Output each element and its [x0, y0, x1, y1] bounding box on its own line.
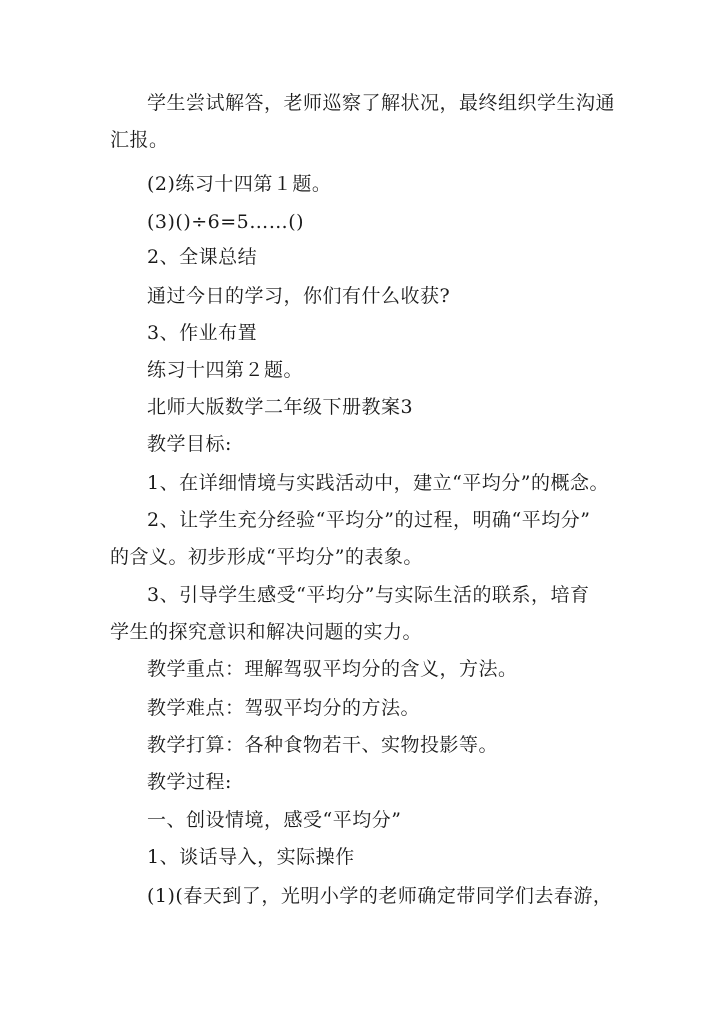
paragraph-line: 1、谈话导入，实际操作 [147, 846, 355, 868]
section-heading: 一、创设情境，感受“平均分” [147, 809, 402, 831]
paragraph-line: 1、在详细情境与实践活动中，建立“平均分”的概念。 [147, 472, 610, 494]
section-heading: 教学目标: [147, 433, 232, 455]
paragraph-line: 汇报。 [110, 129, 169, 151]
paragraph-line: 通过今日的学习，你们有什么收获? [147, 285, 451, 307]
paragraph-line: 学生的探究意识和解决问题的实力。 [110, 621, 423, 643]
paragraph-line: (2)练习十四第１题。 [147, 173, 332, 195]
section-heading: 2、全课总结 [147, 246, 258, 268]
paragraph-line: 练习十四第２题。 [147, 359, 304, 381]
paragraph-line: (1)(春天到了，光明小学的老师确定带同学们去春游， [147, 885, 613, 907]
paragraph-line: 教学打算：各种食物若干、实物投影等。 [147, 734, 499, 756]
paragraph-line: 的含义。初步形成“平均分”的表象。 [110, 546, 423, 568]
section-heading: 3、作业布置 [147, 322, 258, 344]
paragraph-line: 3、引导学生感受“平均分”与实际生活的联系，培育 [147, 584, 590, 606]
paragraph-line: 2、让学生充分经验“平均分”的过程，明确“平均分” [147, 509, 591, 531]
document-title: 北师大版数学二年级下册教案3 [147, 396, 414, 418]
paragraph-line: 教学重点：理解驾驭平均分的含义，方法。 [147, 658, 518, 680]
paragraph-line: 学生尝试解答，老师巡察了解状况，最终组织学生沟通 [147, 92, 616, 114]
paragraph-line: 教学难点：驾驭平均分的方法。 [147, 697, 421, 719]
paragraph-line: (3)()÷6=5……() [147, 211, 305, 233]
section-heading: 教学过程: [147, 771, 232, 793]
